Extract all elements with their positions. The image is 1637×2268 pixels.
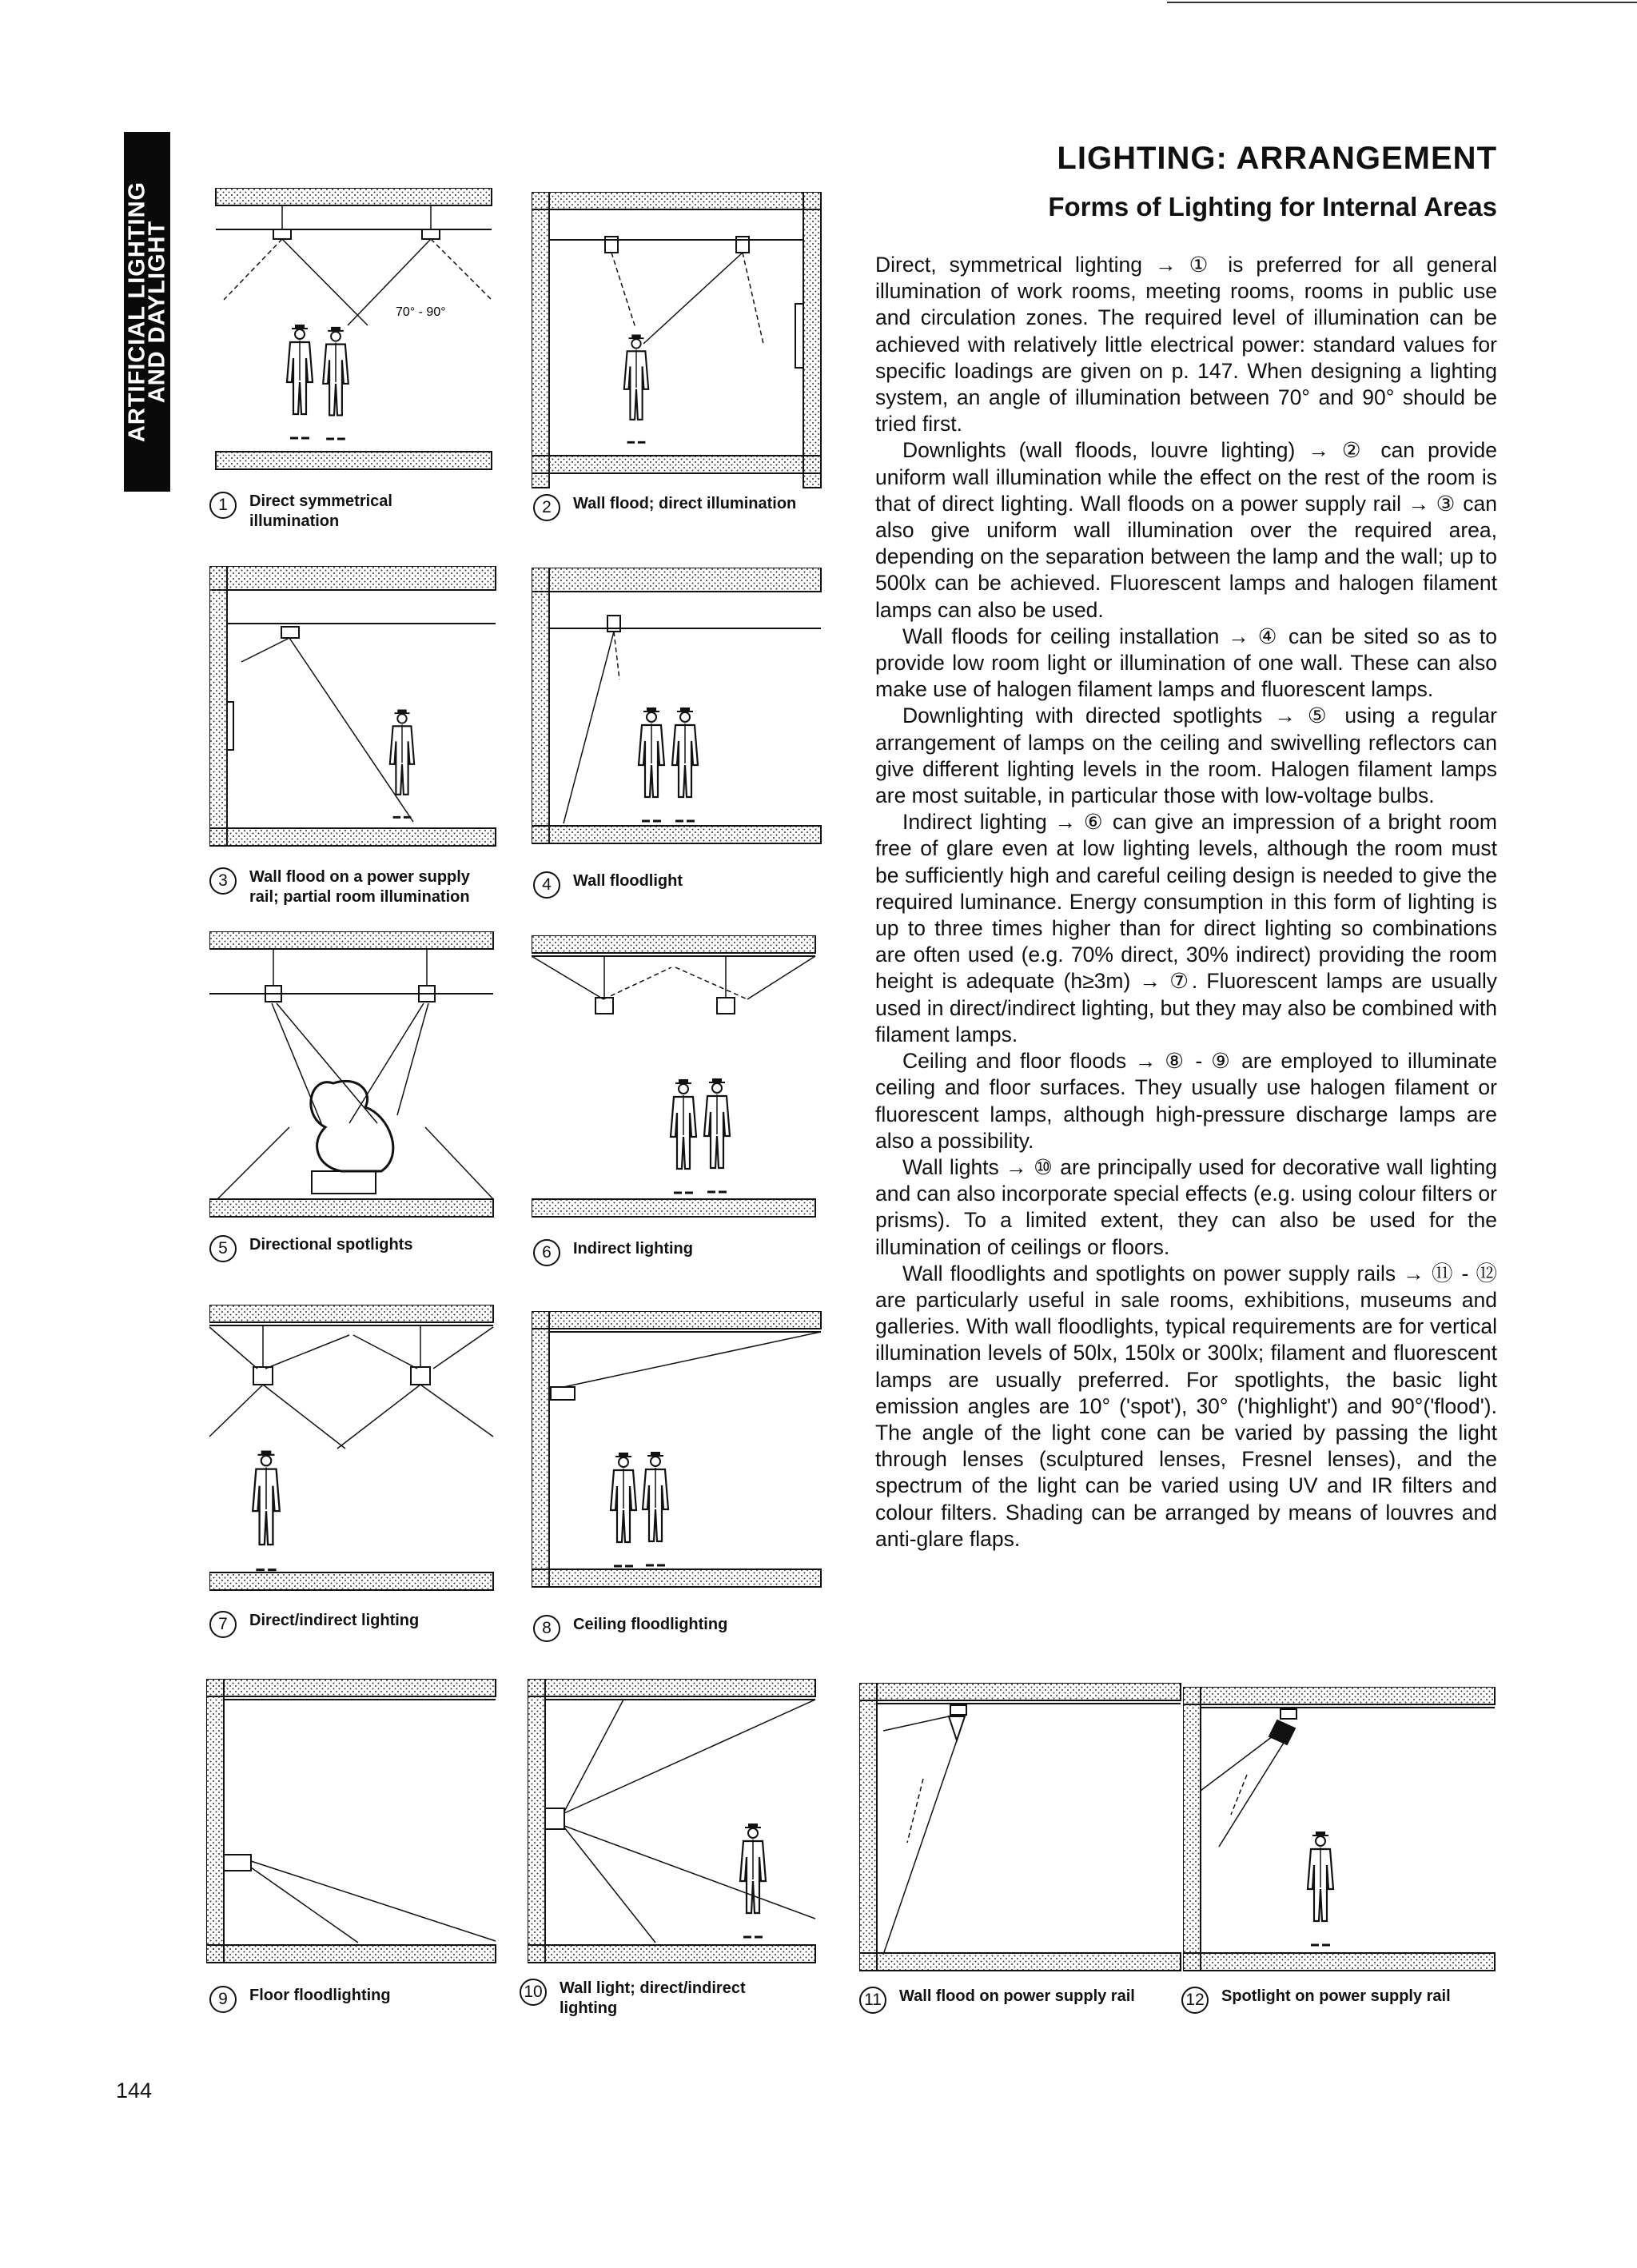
caption-text: Spotlight on power supply rail — [1221, 1987, 1451, 2005]
figure-number: 4 — [533, 871, 560, 899]
figure-2-caption — [533, 494, 805, 521]
caption-text: Floor floodlighting — [249, 1987, 391, 2004]
caption-text: Wall floodlight — [573, 872, 683, 890]
figure-11-drawing — [859, 1683, 1187, 1979]
figure-number: 5 — [209, 1235, 237, 1262]
paragraph: Direct, symmetrical lighting → ① is preferred for all general illumination of work rooms, meeting rooms, rooms in public use and circulation zones. The required level of illumination can be achieved with relatively little electrical power: standard values for specific loadings are given on p. 147. When designing a lighting system, an angle of illumination between 70° and 90° should be tried first. — [875, 253, 1497, 436]
section-tab-line1: ARTIFICIAL LIGHTING — [124, 181, 150, 443]
figure-number: 9 — [209, 1986, 237, 2013]
figure-9-caption — [209, 1986, 481, 2013]
figure-number: 1 — [209, 492, 237, 519]
figure-6-drawing — [532, 935, 827, 1231]
figure-3-drawing — [209, 566, 501, 866]
figure-7-drawing — [209, 1305, 501, 1600]
paragraph: Ceiling and floor floods → ⑧ - ⑨ are employed to illuminate ceiling and floor surfaces. They usually use halogen filament or fluorescent lamps, although high-pressure discharge lamps are also a possibility. — [875, 1049, 1497, 1153]
figure-12-caption — [1181, 1987, 1501, 2014]
angle-annotation: 70° - 90° — [396, 305, 446, 319]
caption-text: Direct symmetrical illumination — [249, 492, 392, 530]
figure-number: 2 — [533, 494, 560, 521]
figure-10-drawing — [528, 1679, 823, 1975]
caption-text: Wall flood; direct illumination — [573, 495, 797, 512]
figure-5-caption — [209, 1235, 481, 1262]
figure-12-drawing — [1183, 1687, 1503, 1983]
figure-10-caption — [520, 1979, 799, 2019]
figure-1-drawing — [208, 188, 500, 488]
caption-text: Wall light; direct/indirect lighting — [560, 1979, 746, 2017]
body-text — [875, 252, 1497, 1553]
caption-text: Wall flood on a power supply rail; partial room illumination — [249, 868, 470, 906]
figure-4-caption — [533, 871, 805, 899]
figure-8-drawing — [532, 1311, 827, 1607]
paragraph: Wall lights → ⑩ are principally used for decorative wall lighting and can also incorporate special effects (e.g. using colour filters or prisms). To a limited extent, they can also be used for the illumination of ceilings or floors. — [875, 1154, 1497, 1259]
figure-number: 6 — [533, 1239, 560, 1266]
page-number: 144 — [116, 2079, 153, 2103]
caption-text: Ceiling floodlighting — [573, 1616, 728, 1633]
figure-7-caption — [209, 1611, 481, 1638]
figure-number: 7 — [209, 1611, 237, 1638]
figure-6-caption — [533, 1239, 805, 1266]
figure-number: 12 — [1181, 1987, 1209, 2014]
top-rule — [1167, 2, 1637, 3]
paragraph: Wall floodlights and spotlights on power supply rails → ⑪ - ⑫ are particularly useful in sale rooms, exhibitions, museums and galleries. With wall floodlights, typical requirements are for vertical illumination levels of 50lx, 150lx or 300lx; filament and fluorescent lamps are usually preferred. For spotlights, the basic light emission angles are 10° ('spot'), 30° ('highlight') and 90°('flood'). The angle of the light cone can be varied by passing the light through lenses (sculptured lenses, Fresnel lenses), and the spectrum of the light can be varied using UV and IR filters and colour filters. Shading can be arranged by means of louvres and anti-glare flaps. — [875, 1261, 1497, 1551]
figure-1-caption — [209, 492, 481, 532]
figure-number: 11 — [859, 1987, 886, 2014]
caption-text: Indirect lighting — [573, 1240, 693, 1258]
paragraph: Wall floods for ceiling installation → ④ can be sited so as to provide low room light or illumination of one wall. These can also make use of halogen filament lamps and fluorescent lamps. — [875, 624, 1497, 702]
figure-11-caption — [859, 1987, 1171, 2014]
figure-4-drawing — [532, 568, 827, 867]
figure-9-drawing — [206, 1679, 498, 1975]
section-tab-line2: AND DAYLIGHT — [144, 220, 170, 404]
caption-text: Wall flood on power supply rail — [899, 1987, 1135, 2005]
figure-number: 10 — [520, 1979, 547, 2006]
figure-5-drawing — [209, 931, 501, 1227]
paragraph: Downlights (wall floods, louvre lighting) → ② can provide uniform wall illumination while the effect on the rest of the room is that of direct lighting. Wall floods on a power supply rail → ③ can also give uniform wall illumination over the required area, depending on the separation between the lamp and the wall; up to 500lx can be achieved. Fluorescent lamps and halogen filament lamps can also be used. — [875, 438, 1497, 622]
figure-8-caption — [533, 1615, 805, 1642]
caption-text: Direct/indirect lighting — [249, 1612, 420, 1629]
caption-text: Directional spotlights — [249, 1236, 413, 1254]
figure-number: 3 — [209, 867, 237, 895]
figure-3-caption — [209, 867, 497, 907]
section-tab — [124, 132, 170, 492]
page-subtitle: Forms of Lighting for Internal Areas — [1048, 192, 1497, 221]
paragraph: Downlighting with directed spotlights → ⑤ using a regular arrangement of lamps on the ceiling and swivelling reflectors can give different lighting levels in the room. Halogen filament lamps are most suitable, in particular those with low-voltage bulbs. — [875, 704, 1497, 808]
figure-2-drawing — [532, 192, 827, 492]
figure-number: 8 — [533, 1615, 560, 1642]
paragraph: Indirect lighting → ⑥ can give an impression of a bright room free of glare even at low lighting levels, although the room must be sufficiently high and careful ceiling design is needed to give the required luminance. Energy consumption in this form of lighting is up to three times higher than for direct lighting so combinations are often used (e.g. 70% direct, 30% indirect) providing the room height is adequate (h≥3m) → ⑦. Fluorescent lamps are usually used in direct/indirect lighting, but they may also be combined with filament lamps. — [875, 810, 1497, 1046]
page-title: LIGHTING: ARRANGEMENT — [1057, 141, 1497, 176]
